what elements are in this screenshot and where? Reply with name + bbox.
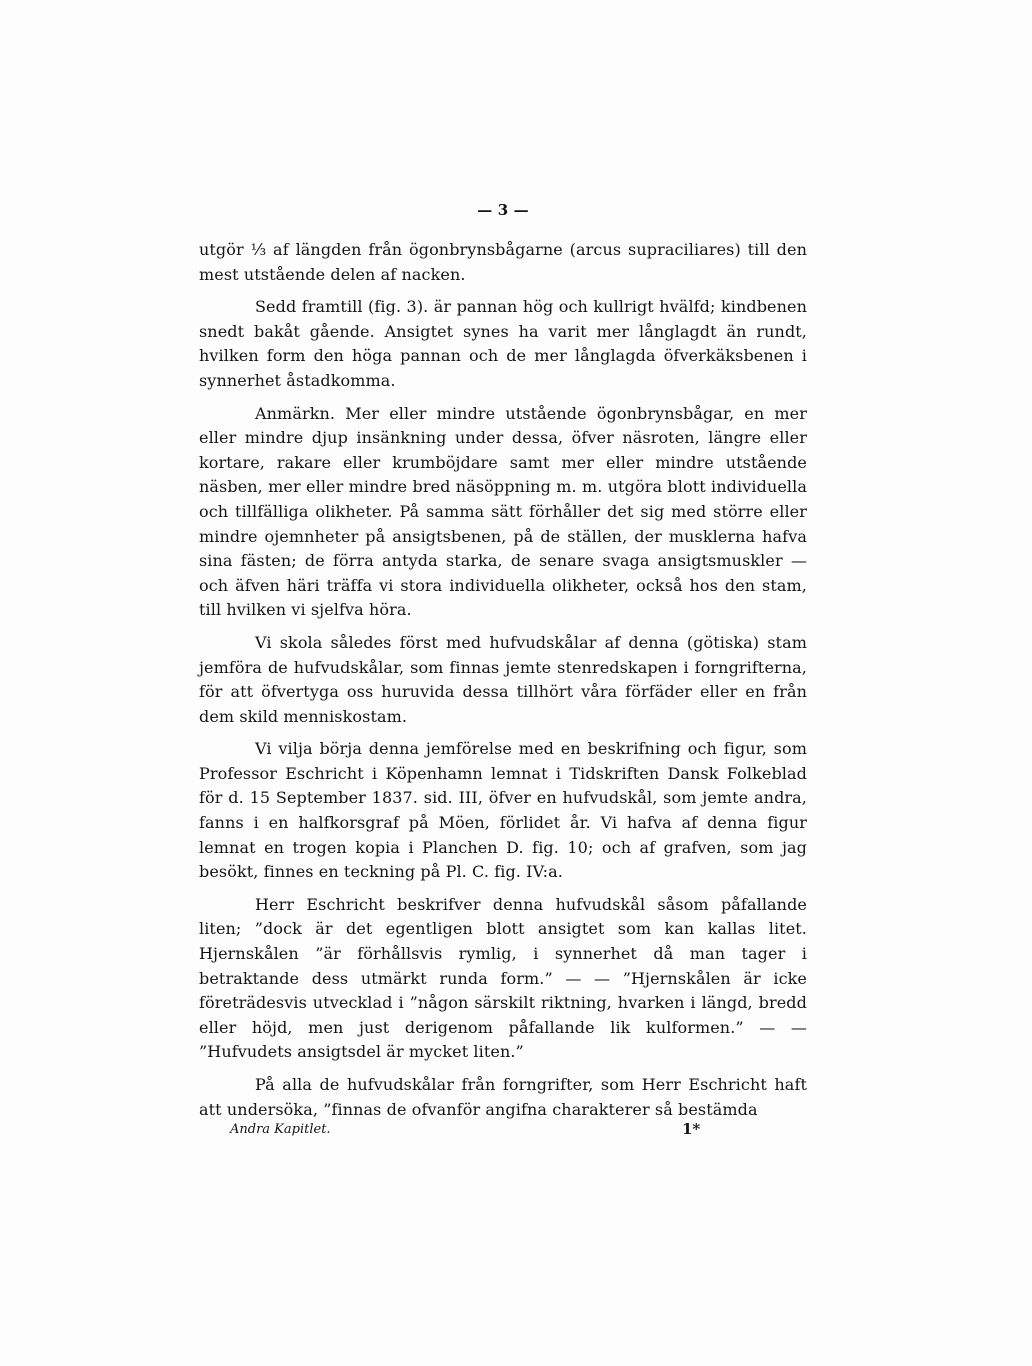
- sheet-mark: 1*: [682, 1120, 701, 1138]
- paragraph-7: På alla de hufvudskålar från forngrifter, som Herr Eschricht haft att undersöka, ”finnas de ofvanför angifna charakterer så bestämda: [199, 1075, 807, 1119]
- paragraph-6: Herr Eschricht beskrifver denna hufvudskål såsom påfallande liten; ”dock är det egentligen blott ansigtet som kan kallas litet. Hjernskålen ”är förhållsvis rymlig, i synnerhet då man tager i betraktande dess utmärkt runda form.” — — ”Hjernskålen är icke företrädesvis utvecklad i ”någon särskilt riktning, hvarken i längd, bredd eller höjd, men just derigenom påfallande lik kulformen.” — — ”Hufvudets ansigtsdel är mycket liten.”: [199, 894, 807, 1062]
- paragraph-1: utgör ⅓ af längden från ögonbrynsbågarne (arcus supraciliares) till den mest utstående delen af nacken.: [199, 240, 807, 284]
- paragraph-3: Anmärkn. Mer eller mindre utstående ögonbrynsbågar, en mer eller mindre djup insänkning under dessa, öfver näsroten, längre eller kortare, rakare eller krumböjdare samt mer eller mindre utstående näsben, mer eller mindre bred näsöppning m. m. utgöra blott individuella och tillfälliga olikheter. På samma sätt förhåller det sig med större eller mindre ojemnheter på ansigtsbenen, på de ställen, der musklerna hafva sina fästen; de förra antyda starka, de senare svaga ansigtsmuskler — och äfven häri träffa vi stora individuella olikheter, också hos den stam, till hvilken vi sjelfva höra.: [199, 403, 807, 620]
- paragraph-5: Vi vilja börja denna jemförelse med en beskrifning och figur, som Professor Eschricht i Köpenhamn lemnat i Tidskriften Dansk Folkeblad för d. 15 September 1837. sid. III, öfver en hufvudskål, som jemte andra, fanns i en halfkorsgraf på Möen, förlidet år. Vi hafva af denna figur lemnat en trogen kopia i Planchen D. fig. 10; och af grafven, som jag besökt, finnes en teckning på Pl. C. fig. IV:a.: [199, 739, 807, 882]
- signature-mark: Andra Kapitlet.: [230, 1122, 331, 1137]
- page-text: [199, 200, 807, 1130]
- paragraph-4: Vi skola således först med hufvudskålar af denna (götiska) stam jemföra de hufvudskålar, som finnas jemte stenredskapen i forngrifterna, för att öfvertyga oss huruvida dessa tillhört våra förfäder eller en från dem skild menniskostam.: [199, 632, 807, 726]
- page-number: — 3 —: [477, 201, 529, 219]
- paragraph-2: Sedd framtill (fig. 3). är pannan hög och kullrigt hvälfd; kindbenen snedt bakåt gående. Ansigtet synes ha varit mer långlagdt än rundt, hvilken form den höga pannan och de mer långlagda öfverkäksbenen i synnerhet åstadkomma.: [199, 297, 807, 390]
